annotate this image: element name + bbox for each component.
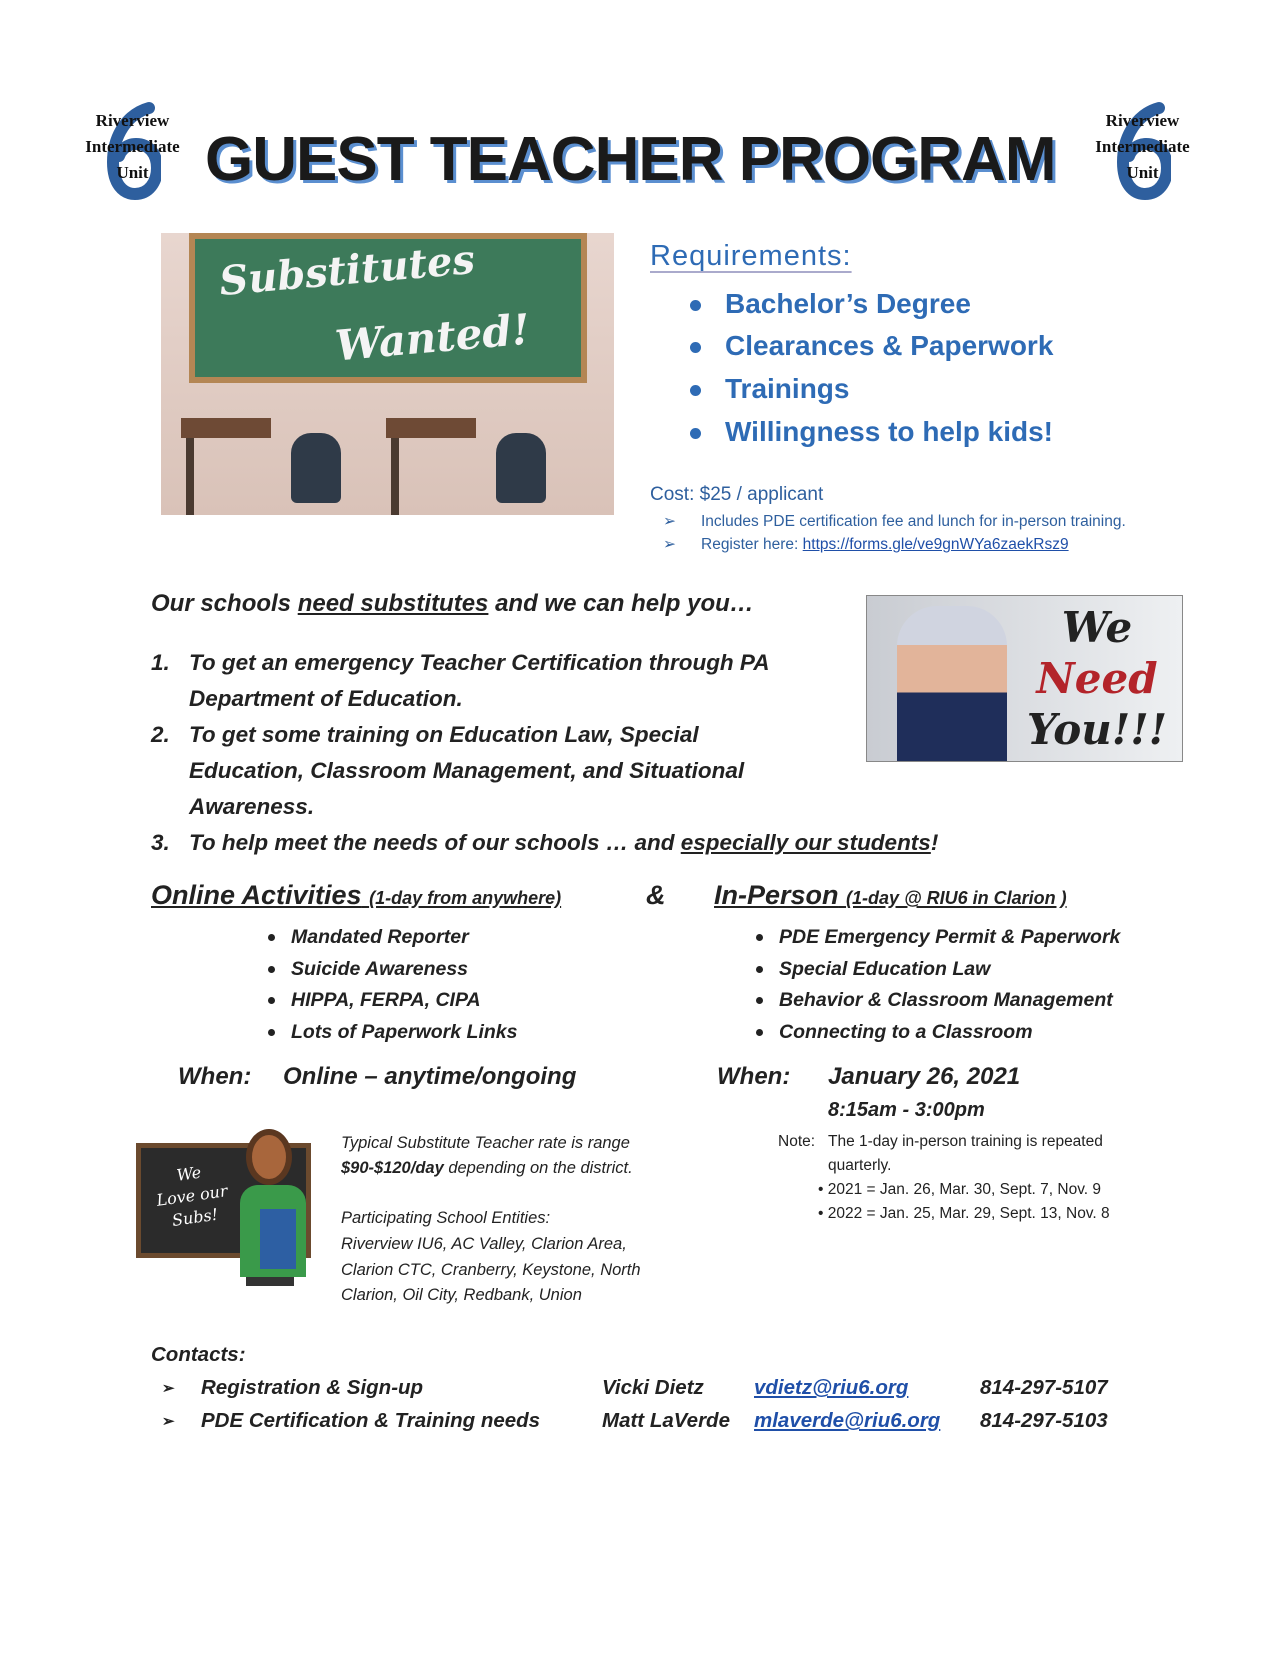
note-text: quarterly. xyxy=(828,1157,892,1174)
schedule-date-item: • 2022 = Jan. 25, Mar. 29, Sept. 13, Nov. 8 xyxy=(818,1205,1110,1222)
entities-line: Clarion CTC, Cranberry, Keystone, North xyxy=(341,1260,641,1279)
intro-text: Our schools need substitutes and we can help you… xyxy=(151,590,754,617)
riu6-logo-left xyxy=(75,108,190,198)
requirement-text: Clearances & Paperwork xyxy=(725,330,1054,361)
online-when-value: Online – anytime/ongoing xyxy=(283,1063,577,1090)
rate-text xyxy=(341,1131,633,1181)
contact-phone: 814-297-5107 xyxy=(980,1376,1108,1399)
requirement-text: Bachelor’s Degree xyxy=(725,288,971,319)
note-label: Note: xyxy=(778,1133,816,1150)
in-person-activities-list xyxy=(756,922,1120,1048)
in-person-heading: In-Person (1-day @ RIU6 in Clarion ) xyxy=(714,880,1067,910)
contact-phone: 814-297-5103 xyxy=(980,1409,1108,1432)
contact-name: Matt LaVerde xyxy=(602,1409,730,1432)
intro-underlined: need substitutes xyxy=(297,590,489,617)
chalk-text: Subs! xyxy=(170,1204,220,1230)
online-when-label: When: xyxy=(178,1063,252,1090)
activity-item: Lots of Paperwork Links xyxy=(268,1017,517,1049)
contact-label: Registration & Sign-up xyxy=(201,1376,424,1399)
requirement-item xyxy=(690,416,1053,448)
logo-text: Unit xyxy=(1126,163,1159,182)
benefit-item: 3. To help meet the needs of our schools … and especially our students! xyxy=(151,830,939,855)
requirement-item xyxy=(690,288,971,320)
online-activities-list xyxy=(268,922,517,1048)
chalk-text: Wanted! xyxy=(333,304,532,371)
online-note: (1-day from anywhere) xyxy=(369,888,562,908)
cost-text: Cost: $25 / applicant xyxy=(650,484,824,505)
participating-entities xyxy=(341,1206,641,1309)
contact-row xyxy=(162,1376,1212,1406)
requirement-text: Willingness to help kids! xyxy=(725,416,1054,447)
activity-item: Behavior & Classroom Management xyxy=(756,985,1120,1017)
activity-item: Special Education Law xyxy=(756,954,1120,986)
contact-email-link[interactable]: mlaverde@riu6.org xyxy=(754,1409,941,1432)
we-need-you-image xyxy=(866,595,1183,762)
poster-text: Need xyxy=(1036,654,1158,703)
logo-text: Riverview xyxy=(1105,111,1180,130)
logo-text: Intermediate xyxy=(1095,137,1190,156)
requirements-heading: Requirements: xyxy=(650,240,852,272)
arrow-bullet-icon: ➢ xyxy=(162,1380,175,1397)
entities-line: Clarion, Oil City, Redbank, Union xyxy=(341,1286,582,1305)
benefits-list xyxy=(151,645,938,861)
rate-line: $90-$120/day depending on the district. xyxy=(341,1159,633,1177)
note-text: The 1-day in-person training is repeated xyxy=(828,1133,1103,1150)
activity-item: Suicide Awareness xyxy=(268,954,517,986)
logo-text: Unit xyxy=(116,163,149,182)
contact-name: Vicki Dietz xyxy=(602,1376,704,1399)
chalk-text: We xyxy=(175,1162,203,1185)
in-person-time: 8:15am - 3:00pm xyxy=(828,1099,985,1121)
benefit-item: 2. To get some training on Education Law, Special xyxy=(151,722,699,747)
benefit-text: Awareness. xyxy=(189,794,315,819)
we-love-our-subs-image xyxy=(136,1129,311,1286)
requirement-item xyxy=(690,330,1053,362)
in-person-when-label: When: xyxy=(717,1063,791,1090)
register-line: ➢ Register here: https://forms.gle/ve9gnWYa6zaekRsz9 xyxy=(663,536,1069,553)
register-link[interactable]: https://forms.gle/ve9gnWYa6zaekRsz9 xyxy=(802,536,1069,553)
entities-line: Riverview IU6, AC Valley, Clarion Area, xyxy=(341,1234,627,1253)
substitutes-wanted-image xyxy=(161,233,614,515)
schedule-date-item: • 2021 = Jan. 26, Mar. 30, Sept. 7, Nov. 9 xyxy=(818,1181,1102,1198)
page-title: GUEST TEACHER PROGRAM xyxy=(205,125,1056,194)
benefit-item: 1. To get an emergency Teacher Certification through PA xyxy=(151,650,770,675)
contact-email-link[interactable]: vdietz@riu6.org xyxy=(754,1376,909,1399)
logo-text: Riverview xyxy=(95,111,170,130)
online-activities-heading: Online Activities (1-day from anywhere) xyxy=(151,880,562,910)
contact-label: PDE Certification & Training needs xyxy=(201,1409,541,1432)
rate-line: Typical Substitute Teacher rate is range xyxy=(341,1134,630,1152)
ampersand: & xyxy=(646,880,666,910)
in-person-note: (1-day @ RIU6 in Clarion ) xyxy=(846,888,1067,908)
in-person-date: January 26, 2021 xyxy=(828,1063,1021,1090)
activity-item: Connecting to a Classroom xyxy=(756,1017,1120,1049)
includes-text: Includes PDE certification fee and lunch for in-person training. xyxy=(701,513,1126,530)
entities-heading: Participating School Entities: xyxy=(341,1209,551,1227)
requirement-item xyxy=(690,373,849,405)
logo-text: Intermediate xyxy=(85,137,180,156)
contacts-heading: Contacts: xyxy=(151,1343,246,1366)
poster-text: You!!! xyxy=(1026,705,1168,754)
cost-includes: ➢ Includes PDE certification fee and lunch for in-person training. xyxy=(663,513,1126,530)
activity-item: Mandated Reporter xyxy=(268,922,517,954)
chalk-text: Love our xyxy=(155,1181,229,1210)
schedule-note xyxy=(778,1130,1110,1226)
activity-item: HIPPA, FERPA, CIPA xyxy=(268,985,517,1017)
riu6-logo-right xyxy=(1085,108,1200,198)
benefit-text: Education, Classroom Management, and Situational xyxy=(189,758,745,783)
contact-row xyxy=(162,1409,1212,1439)
activity-item: PDE Emergency Permit & Paperwork xyxy=(756,922,1120,954)
requirement-text: Trainings xyxy=(725,373,850,404)
chalk-text: Substitutes xyxy=(217,235,477,306)
register-label: Register here: xyxy=(701,536,799,553)
arrow-bullet-icon: ➢ xyxy=(162,1413,175,1430)
benefit-text: Department of Education. xyxy=(189,686,463,711)
poster-text: We xyxy=(1061,603,1133,652)
